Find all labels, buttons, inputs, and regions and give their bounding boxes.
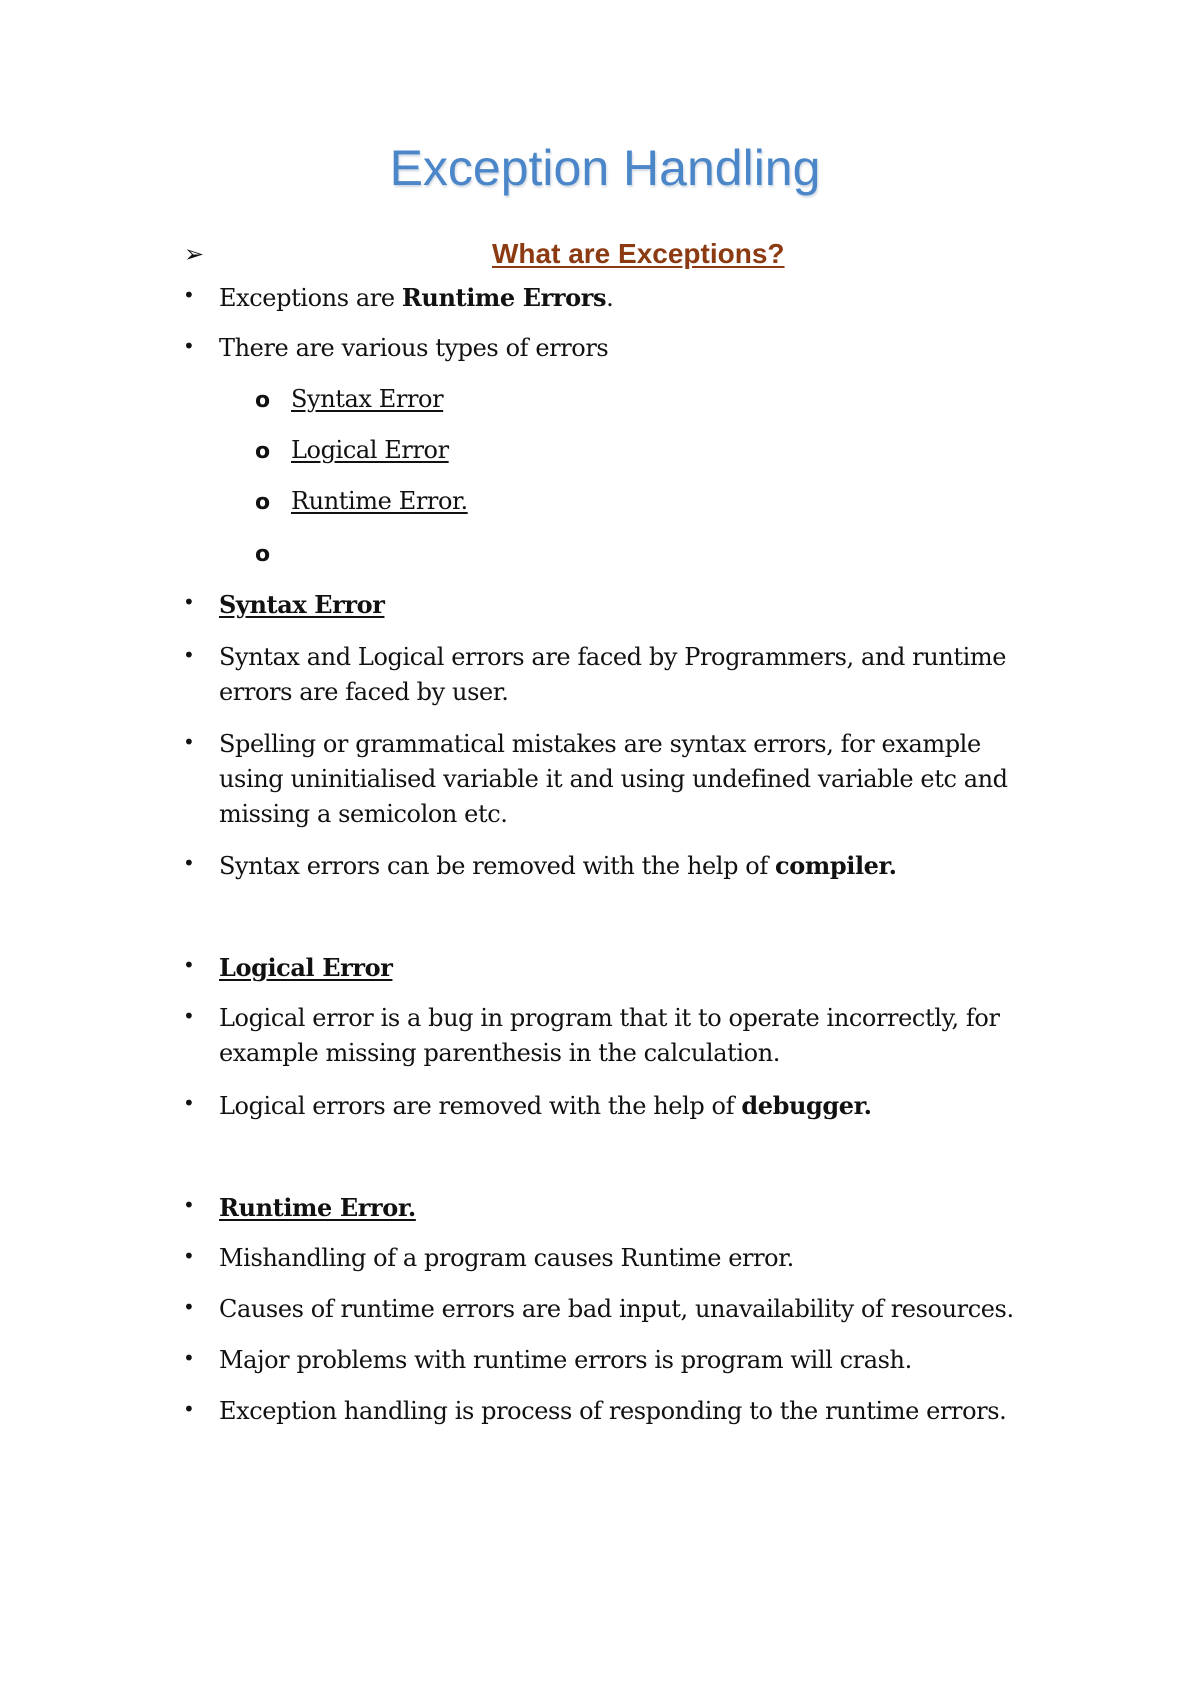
list-item	[183, 1343, 1049, 1378]
arrow-bullet-icon: ➢	[184, 240, 205, 268]
list-item	[183, 848, 1049, 884]
sub-list-item	[255, 382, 991, 417]
section-heading-logical	[183, 950, 1049, 986]
item-text: Syntax and Logical errors are faced by Programmers, and runtime	[219, 643, 1007, 671]
sub-list-item	[255, 484, 991, 519]
item-text: using uninitialised variable it and using undefined variable etc and	[219, 765, 1008, 793]
sub-list-item	[255, 433, 991, 468]
circle-bullet-icon: o	[255, 490, 270, 515]
item-text: Exception handling is process of responding to the runtime errors.	[219, 1397, 1007, 1425]
section-heading-runtime	[183, 1190, 1049, 1226]
list-item	[183, 640, 1049, 710]
item-text: There are various types of errors	[219, 334, 609, 362]
list-item	[183, 331, 1049, 366]
item-text: Logical error is a bug in program that it to operate incorrectly, for	[219, 1004, 1000, 1032]
bullet-icon: •	[183, 1193, 195, 1217]
list-item	[183, 1241, 1049, 1276]
list-item	[183, 1394, 1049, 1429]
item-heading: Runtime Error.	[219, 1193, 416, 1222]
bullet-icon: •	[183, 1091, 195, 1115]
circle-bullet-icon: o	[255, 388, 270, 413]
item-text: Causes of runtime errors are bad input, unavailability of resources.	[219, 1295, 1014, 1323]
bullet-icon: •	[183, 851, 195, 875]
bullet-icon: •	[183, 283, 195, 307]
item-bold-text: Runtime Errors	[401, 283, 607, 312]
section-subheading: What are Exceptions?	[492, 238, 785, 269]
bullet-icon: •	[183, 1244, 195, 1268]
bullet-icon: •	[183, 953, 195, 977]
bullet-icon: •	[183, 1346, 195, 1370]
item-text: Spelling or grammatical mistakes are syntax errors, for example	[219, 730, 981, 758]
section-heading-syntax	[183, 587, 1049, 623]
item-bold-text: debugger.	[741, 1091, 872, 1120]
bullet-icon: •	[183, 334, 195, 358]
item-text: example missing parenthesis in the calculation.	[219, 1039, 780, 1067]
item-text: Exceptions are	[219, 284, 402, 312]
bullet-icon: •	[183, 1295, 195, 1319]
error-type-runtime: Runtime Error.	[291, 487, 468, 515]
item-text: Logical errors are removed with the help of	[219, 1092, 742, 1120]
list-item	[183, 1088, 1049, 1124]
item-bold-text: compiler.	[775, 851, 897, 880]
circle-bullet-icon: o	[255, 439, 270, 464]
item-heading: Logical Error	[219, 953, 393, 982]
list-item	[183, 280, 1049, 316]
bullet-icon: •	[183, 590, 195, 614]
item-text: Syntax errors can be removed with the help of	[219, 852, 776, 880]
item-text: errors are faced by user.	[219, 678, 509, 706]
circle-bullet-icon: o	[255, 542, 270, 567]
error-type-logical: Logical Error	[291, 436, 449, 464]
page-title: Exception Handling	[389, 140, 821, 196]
item-text: missing a semicolon etc.	[219, 800, 508, 828]
list-item	[183, 727, 1049, 832]
bullet-icon: •	[183, 730, 195, 754]
list-item	[183, 1292, 1049, 1327]
section-heading-row	[0, 236, 1200, 272]
item-text: Mishandling of a program causes Runtime error.	[219, 1244, 794, 1272]
item-heading: Syntax Error	[219, 590, 385, 619]
bullet-icon: •	[183, 643, 195, 667]
item-text: .	[606, 284, 614, 312]
error-type-syntax: Syntax Error	[291, 385, 444, 413]
bullet-icon: •	[183, 1004, 195, 1028]
bullet-icon: •	[183, 1397, 195, 1421]
list-item	[183, 1001, 1049, 1071]
item-text: Major problems with runtime errors is program will crash.	[219, 1346, 912, 1374]
